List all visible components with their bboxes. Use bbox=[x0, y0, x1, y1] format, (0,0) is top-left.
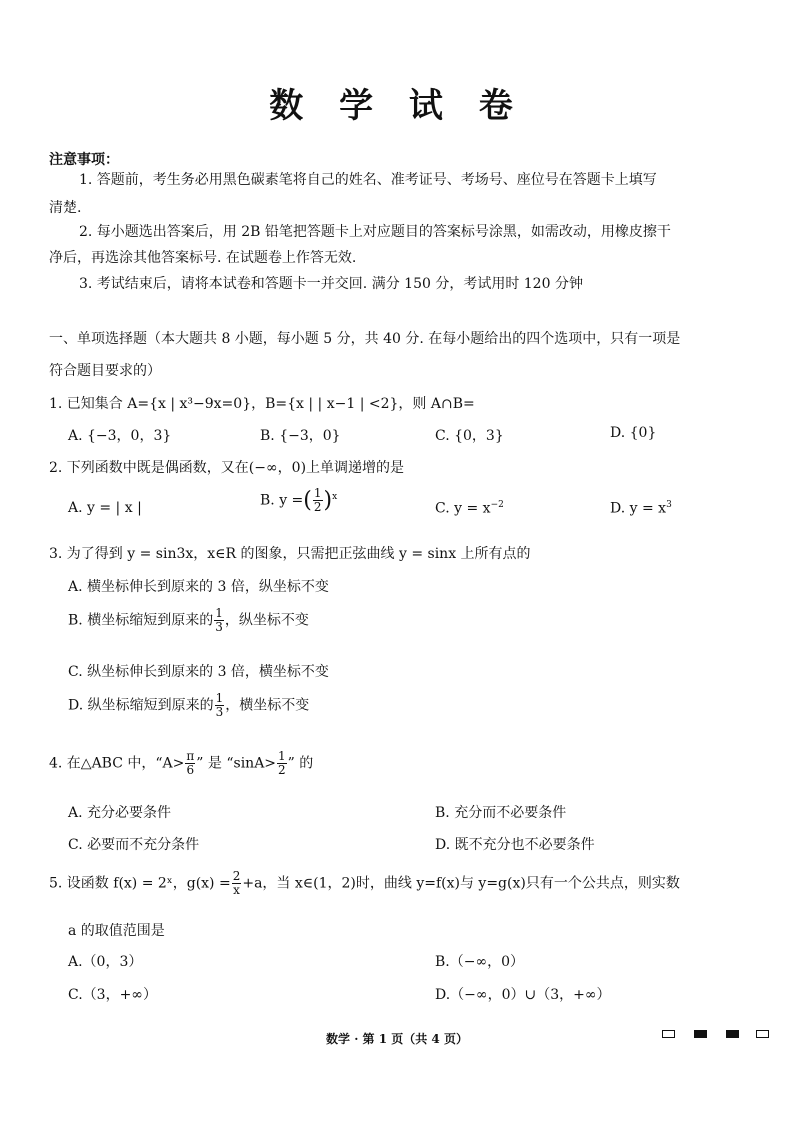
question-2-option-c: C. $y = x^{-2}$ bbox=[435, 500, 504, 517]
scan-mark-outline-left bbox=[662, 1030, 675, 1038]
notice-item-1-cont: 清楚. bbox=[49, 200, 82, 216]
question-3-option-c: C. 纵坐标伸长到原来的 3 倍，横坐标不变 bbox=[68, 664, 329, 680]
notice-item-3: 3. 考试结束后，请将本试卷和答题卡一并交回. 满分 150 分，考试用时 120 分钟 bbox=[79, 276, 583, 292]
question-5-stem: 5. 设函数 f(x) = 2ˣ，g(x) = $\frac{2}{x}$ +a，当 x∈(1，2)时，曲线 y=f(x)与 y=g(x)只有一个公共点，则实数 bbox=[49, 869, 680, 897]
notice-heading: 注意事项： bbox=[49, 152, 119, 168]
question-5-option-a: A.（0，3） bbox=[68, 954, 143, 970]
question-1-option-a: A. {−3，0，3} bbox=[68, 428, 172, 444]
question-4-option-a: A. 充分必要条件 bbox=[68, 805, 172, 821]
question-4-stem: 4. 在△ABC 中，“A> $\frac{\pi}{6}$ ” 是 “sinA> $\frac{1}{2}$ ” 的 bbox=[49, 749, 314, 777]
question-4-option-d: D. 既不充分也不必要条件 bbox=[435, 837, 595, 853]
question-3-option-d: D. 纵坐标缩短到原来的 $\frac{1}{3}$ ，横坐标不变 bbox=[68, 691, 310, 719]
question-5-option-d: D.（−∞，0）∪（3，+∞） bbox=[435, 987, 611, 1003]
question-1-stem: 1. 已知集合 A={x | x³−9x=0}，B={x | | x−1 | <2}，则 A∩B= bbox=[49, 396, 475, 412]
section-1-heading: 一、单项选择题（本大题共 8 小题，每小题 5 分，共 40 分. 在每小题给出的四个选项中，只有一项是 bbox=[49, 331, 681, 347]
notice-item-2-cont: 净后，再选涂其他答案标号. 在试题卷上作答无效. bbox=[49, 250, 357, 266]
notice-item-2: 2. 每小题选出答案后，用 2B 铅笔把答题卡上对应题目的答案标号涂黑，如需改动，用橡皮擦干 bbox=[79, 224, 671, 240]
question-2-stem: 2. 下列函数中既是偶函数，又在(−∞，0)上单调递增的是 bbox=[49, 460, 405, 476]
question-3-stem: 3. 为了得到 y = sin3x，x∈R 的图象，只需把正弦曲线 y = sinx 上所有点的 bbox=[49, 546, 531, 562]
question-5-option-c: C.（3，+∞） bbox=[68, 987, 157, 1003]
question-3-option-a: A. 横坐标伸长到原来的 3 倍，纵坐标不变 bbox=[68, 579, 329, 595]
question-3-option-b: B. 横坐标缩短到原来的 $\frac{1}{3}$ ，纵坐标不变 bbox=[68, 606, 309, 634]
page-footer: 数学 · 第 1 页（共 4 页） bbox=[326, 1032, 468, 1046]
question-4-option-b: B. 充分而不必要条件 bbox=[435, 805, 567, 821]
question-2-option-a: A. y = | x | bbox=[68, 500, 142, 516]
question-1-option-b: B. {−3，0} bbox=[260, 428, 341, 444]
question-2-option-d: D. $y = x^3$ bbox=[610, 500, 672, 517]
question-5-stem-cont: a 的取值范围是 bbox=[68, 923, 165, 939]
question-1-option-c: C. {0，3} bbox=[435, 428, 504, 444]
question-4-option-c: C. 必要而不充分条件 bbox=[68, 837, 200, 853]
page-title: 数 学 试 卷 bbox=[269, 86, 525, 126]
scan-mark-filled-1 bbox=[694, 1030, 707, 1038]
scan-mark-outline-right bbox=[756, 1030, 769, 1038]
question-2-option-b: B. y =( $\frac{1}{2}$ )$^x$ bbox=[260, 486, 338, 514]
section-1-heading-cont: 符合题目要求的） bbox=[49, 363, 161, 379]
question-5-option-b: B.（−∞，0） bbox=[435, 954, 525, 970]
notice-item-1: 1. 答题前，考生务必用黑色碳素笔将自己的姓名、准考证号、考场号、座位号在答题卡上填写 bbox=[79, 172, 657, 188]
question-1-option-d: D. {0} bbox=[610, 425, 657, 441]
scan-mark-filled-2 bbox=[726, 1030, 739, 1038]
